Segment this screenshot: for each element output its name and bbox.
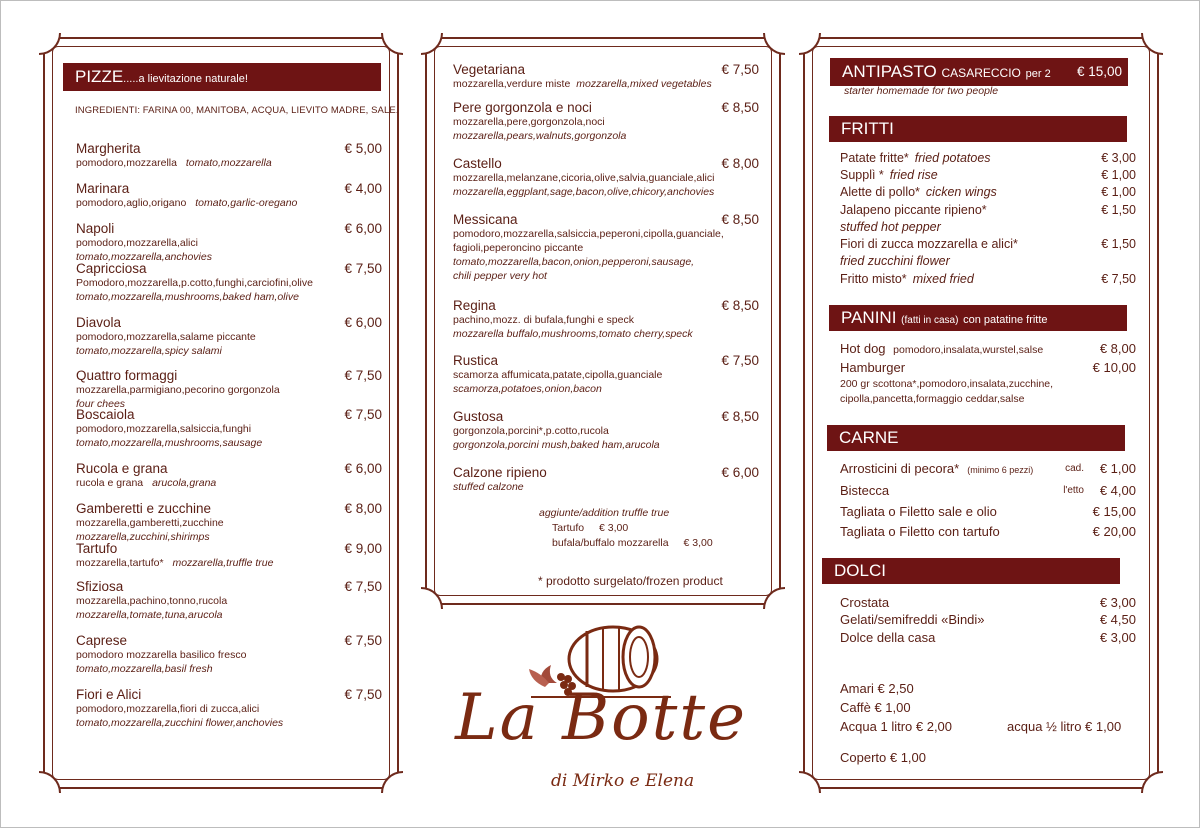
pizza-name: Capricciosa: [76, 261, 147, 276]
addition-row: [552, 522, 628, 534]
pizza-price: € 8,00: [344, 501, 382, 516]
fritti-name: Fiori di zucca mozzarella e alici*: [840, 237, 1018, 251]
fritti-desc: fried zucchini flower: [840, 254, 950, 268]
panini-title: PANINI: [841, 308, 897, 327]
carne-item: [840, 461, 1136, 476]
pizza-price: € 6,00: [344, 221, 382, 236]
carne-price: € 15,00: [1092, 504, 1136, 519]
pizza-item: [453, 100, 759, 143]
pizza-desc-en: arucola,grana: [152, 477, 217, 489]
fritti-item: [840, 272, 1136, 286]
logo-subtitle: di Mirko e Elena: [551, 771, 695, 791]
carne-unit: cad.: [1065, 463, 1084, 474]
fritti-price: € 1,00: [1101, 185, 1136, 199]
pizza-item: [76, 368, 382, 411]
antipasto-per: per 2: [1025, 68, 1051, 80]
pizza-desc-en: mozzarella,mixed vegetables: [576, 78, 712, 90]
pizza-desc-it: mozzarella,pachino,tonno,rucola: [76, 595, 228, 607]
pizza-name: Castello: [453, 156, 502, 171]
pizza-desc-en: tomato,mozzarella,basil fresh: [76, 663, 213, 675]
pizza-desc-it: pomodoro,mozzarella,salsiccia,funghi: [76, 423, 252, 435]
dolci-title: DOLCI: [834, 561, 886, 580]
pizza-desc-en: tomato,mozzarella,bacon,onion,pepperoni,sausage,: [453, 256, 695, 268]
fritti-price: € 1,00: [1101, 168, 1136, 182]
fritti-desc: stuffed hot pepper: [840, 220, 941, 234]
dolci-name: Gelati/semifreddi «Bindi»: [840, 612, 985, 627]
pizza-desc-it: mozzarella,pere,gorgonzola,noci: [453, 116, 605, 128]
pizza-item: [76, 461, 382, 490]
antipasto-title: ANTIPASTO: [842, 62, 937, 81]
pizza-desc-en: four chees: [76, 398, 126, 410]
carne-item: [840, 524, 1136, 539]
pizza-desc-it: mozzarella,tartufo*: [76, 557, 164, 569]
dolci-item: [840, 595, 1136, 610]
fritti-name: Fritto misto*: [840, 272, 907, 286]
carne-name: Bistecca: [840, 483, 890, 498]
panini-price: € 8,00: [1099, 341, 1136, 356]
pizza-price: € 7,50: [344, 633, 382, 648]
right-panel: [803, 37, 1159, 789]
pizza-name: Gamberetti e zucchine: [76, 501, 212, 516]
fritti-price: € 7,50: [1101, 272, 1136, 286]
pizza-name: Tartufo: [76, 541, 118, 556]
fritti-price: € 1,50: [1101, 237, 1136, 251]
pizza-desc: [76, 476, 382, 490]
pizza-desc: [76, 196, 382, 210]
pizza-price: € 8,50: [721, 212, 759, 227]
pizza-item: [453, 465, 759, 494]
addition-price: € 3,00: [599, 522, 629, 534]
panini-item: [840, 341, 1136, 356]
addition-row: [552, 537, 713, 549]
pizza-name: Sfiziosa: [76, 579, 124, 594]
pizza-price: € 7,50: [344, 579, 382, 594]
pizza-item: [453, 409, 759, 452]
antipasto-desc: starter homemade for two people: [844, 85, 999, 97]
pizza-item: [76, 687, 382, 730]
panini-desc: 200 gr scottona*,pomodoro,insalata,zucchine,: [840, 378, 1054, 390]
dolci-item: [840, 612, 1136, 627]
pizza-price: € 6,00: [344, 315, 382, 330]
pizza-item: [76, 141, 382, 170]
pizza-name: Napoli: [76, 221, 115, 236]
fritti-name-en: cicken wings: [925, 185, 997, 199]
pizza-price: € 7,50: [721, 353, 759, 368]
carne-price: € 1,00: [1099, 461, 1136, 476]
pizza-desc-it: Pomodoro,mozzarella,p.cotto,funghi,carciofini,olive: [76, 277, 313, 289]
carne-unit: l'etto: [1063, 485, 1084, 496]
pizze-ingredients: INGREDIENTI: FARINA 00, MANITOBA, ACQUA, LIEVITO MADRE, SALE.: [75, 105, 399, 116]
pizza-desc-it: pomodoro,aglio,origano: [76, 197, 187, 209]
pizza-name: Diavola: [76, 315, 122, 330]
carne-name: Tagliata o Filetto sale e olio: [840, 504, 997, 519]
pizza-desc: [76, 156, 382, 170]
panini-name: Hot dog: [840, 341, 886, 356]
fritti-item: [840, 185, 1136, 199]
pizza-item: [76, 541, 382, 570]
pizza-price: € 8,50: [721, 100, 759, 115]
pizza-desc-it: mozzarella,parmigiano,pecorino gorgonzola: [76, 384, 280, 396]
pizza-item: [76, 181, 382, 210]
pizza-desc-en: mozzarella,eggplant,sage,bacon,olive,chicory,anchovies: [453, 186, 715, 198]
pizza-name: Calzone ripieno: [453, 465, 547, 480]
panini-subtitle-2: con patatine fritte: [963, 314, 1048, 326]
pizza-price: € 5,00: [344, 141, 382, 156]
caffe-price: Caffè € 1,00: [840, 700, 911, 715]
pizza-price: € 8,50: [721, 298, 759, 313]
fritti-name: Alette di pollo*: [840, 185, 920, 199]
dolci-name: Dolce della casa: [840, 630, 936, 645]
pizza-name: Vegetariana: [453, 62, 526, 77]
pizza-name: Rucola e grana: [76, 461, 168, 476]
pizza-price: € 7,50: [721, 62, 759, 77]
pizza-item: [453, 156, 759, 199]
fritti-title: FRITTI: [841, 119, 894, 138]
pizze-header: [63, 63, 381, 91]
addition-label: Tartufo: [552, 522, 585, 534]
pizza-desc-en: tomato,mozzarella,spicy salami: [76, 345, 222, 357]
pizza-desc-it: rucola e grana: [76, 477, 144, 489]
carne-title: CARNE: [839, 428, 899, 447]
additions-title: aggiunte/addition truffle true: [539, 507, 670, 519]
pizza-name: Rustica: [453, 353, 499, 368]
amari-price: Amari € 2,50: [840, 681, 914, 696]
pizza-price: € 6,00: [344, 461, 382, 476]
pizza-desc-en: tomato,mozzarella: [185, 157, 272, 169]
fritti-header: [829, 116, 1127, 142]
pizza-desc-en: mozzarella,zucchini,shirimps: [76, 531, 210, 543]
pizza-price: € 4,00: [344, 181, 382, 196]
pizza-desc-it: scamorza affumicata,patate,cipolla,guanciale: [453, 369, 663, 381]
pizza-item: [76, 261, 382, 304]
pizza-desc-it: pomodoro,mozzarella: [76, 157, 177, 169]
frozen-footnote: * prodotto surgelato/frozen product: [538, 574, 723, 588]
fritti-price: € 3,00: [1101, 151, 1136, 165]
pizza-desc-it: mozzarella,melanzane,cicoria,olive,salvia,guanciale,alici: [453, 172, 715, 184]
pizza-item: [453, 212, 759, 283]
fritti-name-en: fried potatoes: [914, 151, 991, 165]
carne-item: [840, 504, 1136, 519]
pizza-name: Fiori e Alici: [76, 687, 142, 702]
pizza-price: € 8,00: [721, 156, 759, 171]
pizza-desc-en: mozzarella,tomate,tuna,arucola: [76, 609, 223, 621]
pizza-price: € 7,50: [344, 407, 382, 422]
pizza-item: [76, 579, 382, 622]
pizza-price: € 9,00: [344, 541, 382, 556]
pizze-subtitle: .....a lievitazione naturale!: [123, 73, 248, 85]
pizza-desc-it: pomodoro mozzarella basilico fresco: [76, 649, 247, 661]
addition-label: bufala/buffalo mozzarella: [552, 537, 669, 549]
panini-desc: pomodoro,insalata,wurstel,salse: [893, 344, 1044, 356]
pizza-price: € 7,50: [344, 368, 382, 383]
panini-desc: cipolla,pancetta,formaggio ceddar,salse: [840, 393, 1025, 405]
logo-title: La Botte: [455, 681, 747, 755]
fritti-item: [840, 168, 1136, 182]
pizza-desc-en: tomato,mozzarella,mushrooms,baked ham,olive: [76, 291, 299, 303]
pizza-desc-it: gorgonzola,porcini*,p.cotto,rucola: [453, 425, 609, 437]
pizza-desc-en: tomato,mozzarella,mushrooms,sausage: [76, 437, 263, 449]
fritti-name-en: mixed fried: [912, 272, 974, 286]
pizza-name: Messicana: [453, 212, 518, 227]
dolci-header: [822, 558, 1120, 584]
pizza-desc-en: stuffed calzone: [453, 481, 524, 493]
pizza-desc-en: tomato,mozzarella,zucchini flower,anchovies: [76, 717, 284, 729]
fritti-item: [840, 151, 1136, 165]
pizza-desc-en: scamorza,potatoes,onion,bacon: [453, 383, 602, 395]
dolci-item: [840, 630, 1136, 645]
carne-price: € 20,00: [1092, 524, 1136, 539]
fritti-price: € 1,50: [1101, 203, 1136, 217]
carne-header: [827, 425, 1125, 451]
pizza-desc-it: mozzarella,gamberetti,zucchine: [76, 517, 224, 529]
pizza-desc-en: tomato,garlic-oregano: [195, 197, 298, 209]
fritti-name: Supplì *: [840, 168, 884, 182]
pizza-desc-en: mozzarella,truffle true: [172, 557, 274, 569]
pizza-desc-it: pomodoro,mozzarella,alici: [76, 237, 198, 249]
dolci-price: € 3,00: [1099, 630, 1136, 645]
pizza-desc-en: mozzarella buffalo,mushrooms,tomato cherry,speck: [453, 328, 693, 340]
carne-name: Tagliata o Filetto con tartufo: [840, 524, 1000, 539]
pizza-item: [453, 62, 759, 91]
coperto-price: Coperto € 1,00: [840, 750, 927, 765]
pizza-desc-en: tomato,mozzarella,anchovies: [76, 251, 212, 263]
pizza-desc-it: pachino,mozz. di bufala,funghi e speck: [453, 314, 634, 326]
panini-name: Hamburger: [840, 360, 906, 375]
panini-subtitle: (fatti in casa): [901, 315, 959, 326]
antipasto-price: € 15,00: [1076, 64, 1122, 79]
pizza-desc-it: pomodoro,mozzarella,salsiccia,peperoni,cipolla,guanciale,: [453, 228, 724, 240]
pizza-desc-it: pomodoro,mozzarella,fiori di zucca,alici: [76, 703, 260, 715]
pizza-name: Boscaiola: [76, 407, 135, 422]
pizze-title: PIZZE: [75, 67, 124, 86]
carne-price: € 4,00: [1099, 483, 1136, 498]
acqua-half-price: acqua ½ litro € 1,00: [1007, 719, 1122, 734]
pizza-name: Gustosa: [453, 409, 504, 424]
fritti-item: [840, 237, 1136, 251]
pizza-price: € 7,50: [344, 261, 382, 276]
antipasto-header: [830, 58, 1128, 86]
pizza-name: Regina: [453, 298, 496, 313]
pizza-price: € 8,50: [721, 409, 759, 424]
pizza-item: [76, 633, 382, 676]
pizza-price: € 7,50: [344, 687, 382, 702]
fritti-name-en: fried rise: [889, 168, 938, 182]
pizza-desc-en: chili pepper very hot: [453, 270, 547, 282]
fritti-name: Jalapeno piccante ripieno*: [840, 203, 987, 217]
dolci-name: Crostata: [840, 595, 890, 610]
carne-name: Arrosticini di pecora*: [840, 461, 960, 476]
pizza-name: Margherita: [76, 141, 141, 156]
pizza-item: [76, 407, 382, 450]
pizza-item: [453, 353, 759, 396]
pizza-name: Caprese: [76, 633, 128, 648]
pizza-item: [453, 298, 759, 341]
acqua-1-price: Acqua 1 litro € 2,00: [840, 719, 953, 734]
pizza-name: Pere gorgonzola e noci: [453, 100, 592, 115]
panini-item: [840, 360, 1136, 375]
pizza-desc-it: pomodoro,mozzarella,salame piccante: [76, 331, 256, 343]
pizza-desc: [76, 556, 382, 570]
panini-price: € 10,00: [1092, 360, 1136, 375]
pizza-desc-it: mozzarella,verdure miste: [453, 78, 571, 90]
pizza-desc-it: fagioli,peperoncino piccante: [453, 242, 584, 254]
fritti-name: Patate fritte*: [840, 151, 909, 165]
pizza-price: € 6,00: [721, 465, 759, 480]
pizza-name: Quattro formaggi: [76, 368, 178, 383]
pizza-item: [76, 501, 382, 544]
addition-price: € 3,00: [683, 537, 713, 549]
pizza-desc-en: mozzarella,pears,walnuts,gorgonzola: [453, 130, 627, 142]
carne-item: [840, 483, 1136, 498]
panini-header: [829, 305, 1127, 331]
carne-note: (minimo 6 pezzi): [967, 465, 1034, 475]
restaurant-logo: [421, 621, 781, 801]
antipasto-subtitle: CASARECCIO: [941, 66, 1021, 80]
pizza-desc-en: gorgonzola,porcini mush,baked ham,arucola: [453, 439, 660, 451]
pizza-item: [76, 221, 382, 264]
pizza-desc: [453, 77, 759, 91]
dolci-price: € 3,00: [1099, 595, 1136, 610]
dolci-price: € 4,50: [1099, 612, 1136, 627]
pizza-item: [76, 315, 382, 358]
fritti-item: [840, 203, 1136, 217]
pizza-name: Marinara: [76, 181, 130, 196]
